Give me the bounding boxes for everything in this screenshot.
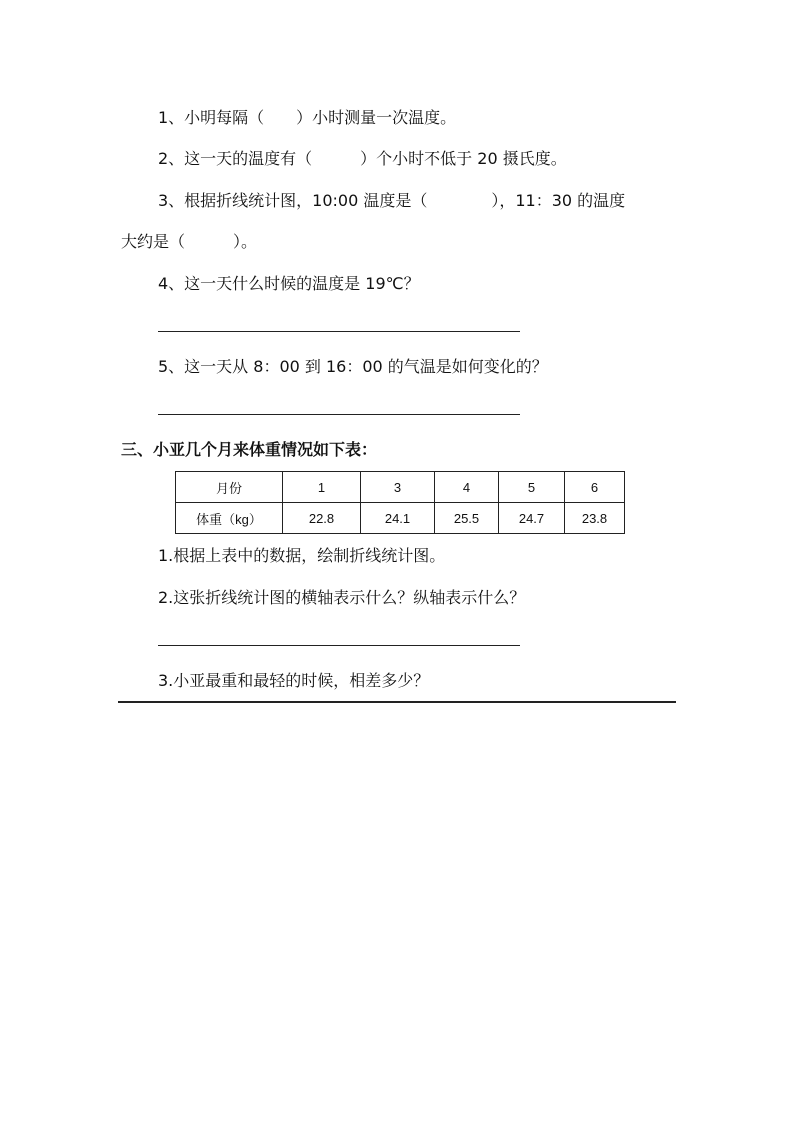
question-3-line-2: 大约是（ ）。	[121, 232, 258, 251]
question-5: 5、这一天从 8：00 到 16：00 的气温是如何变化的？	[158, 357, 548, 376]
table-header-weight: 体重（kg）	[176, 503, 283, 534]
table-cell-month: 4	[435, 472, 499, 503]
question-1: 1、小明每隔（ ）小时测量一次温度。	[158, 108, 457, 127]
section-divider	[118, 701, 676, 703]
question-3-line-1: 3、根据折线统计图，10:00 温度是（ ），11：30 的温度	[158, 191, 626, 210]
table-cell-weight: 24.7	[499, 503, 565, 534]
subquestion-2: 2.这张折线统计图的横轴表示什么？纵轴表示什么？	[158, 588, 526, 607]
table-cell-month: 6	[565, 472, 625, 503]
answer-blank-5[interactable]	[158, 414, 520, 415]
subquestion-1: 1.根据上表中的数据，绘制折线统计图。	[158, 546, 446, 565]
weight-table	[175, 471, 625, 534]
table-cell-weight: 24.1	[361, 503, 435, 534]
section-3-title: 三、小亚几个月来体重情况如下表：	[121, 440, 378, 459]
table-cell-month: 3	[361, 472, 435, 503]
table-cell-weight: 25.5	[435, 503, 499, 534]
answer-blank-s2[interactable]	[158, 645, 520, 646]
table-cell-weight: 23.8	[565, 503, 625, 534]
question-4: 4、这一天什么时候的温度是 19℃？	[158, 274, 420, 293]
table-row-months	[176, 472, 625, 503]
table-cell-month: 5	[499, 472, 565, 503]
table-header-month: 月份	[176, 472, 283, 503]
table-cell-weight: 22.8	[283, 503, 361, 534]
question-2: 2、这一天的温度有（ ）个小时不低于 20 摄氏度。	[158, 149, 567, 168]
subquestion-3: 3.小亚最重和最轻的时候，相差多少？	[158, 671, 430, 690]
table-row-weights	[176, 503, 625, 534]
answer-blank-4[interactable]	[158, 331, 520, 332]
table-cell-month: 1	[283, 472, 361, 503]
